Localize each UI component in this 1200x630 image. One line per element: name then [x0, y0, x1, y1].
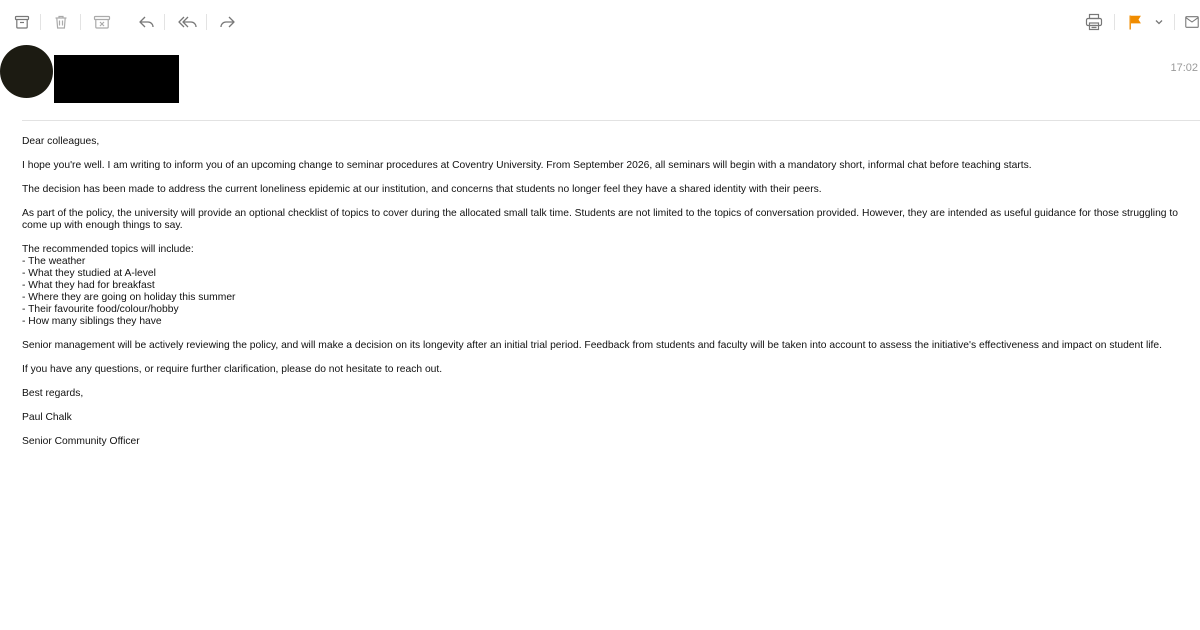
- sender-name: Paul Chalk: [22, 412, 72, 423]
- compose-icon[interactable]: [1184, 12, 1200, 32]
- message-header: [0, 44, 1200, 122]
- list-item: - The weather: [22, 256, 86, 267]
- header-divider: [22, 120, 1200, 121]
- paragraph-questions: If you have any questions, or require further clarification, please do not hesitate to reach out.: [22, 364, 443, 375]
- reply-all-icon[interactable]: [176, 12, 200, 32]
- list-item: - What they had for breakfast: [22, 280, 155, 291]
- toolbar-separator: [40, 14, 41, 30]
- print-icon[interactable]: [1084, 12, 1104, 32]
- avatar: [0, 45, 53, 98]
- topics-list: [22, 244, 1194, 328]
- sender-title: Senior Community Officer: [22, 436, 140, 447]
- list-item: - What they studied at A-level: [22, 268, 156, 279]
- toolbar: [0, 0, 1200, 44]
- message-time: 17:02: [1170, 62, 1198, 74]
- chevron-down-icon[interactable]: [1152, 12, 1166, 32]
- junk-icon[interactable]: [92, 12, 112, 32]
- list-item: - Where they are going on holiday this summer: [22, 292, 236, 303]
- email-body: [22, 136, 1194, 460]
- flag-icon[interactable]: [1125, 12, 1145, 32]
- reply-icon[interactable]: [137, 12, 157, 32]
- paragraph-review: Senior management will be actively reviewing the policy, and will make a decision on its longevity after an initial trial period. Feedback from students and faculty will be taken into account to assess the initiative's effectiveness and impact on student life.: [22, 340, 1162, 351]
- toolbar-separator: [206, 14, 207, 30]
- paragraph-intro: I hope you're well. I am writing to inform you of an upcoming change to seminar procedures at Coventry University. From September 2026, all seminars will begin with a mandatory short, informal chat before teaching starts.: [22, 160, 1032, 171]
- paragraph-checklist: As part of the policy, the university will provide an optional checklist of topics to cover during the allocated small talk time. Students are not limited to the topics of conversation provided. However, they are intended as useful guidance for those struggling to come up with enough things to say.: [22, 208, 1178, 231]
- toolbar-separator: [164, 14, 165, 30]
- paragraph-reason: The decision has been made to address the current loneliness epidemic at our institution, and concerns that students no longer feel they have a shared identity with their peers.: [22, 184, 822, 195]
- redacted-sender-block: [54, 55, 179, 103]
- trash-icon[interactable]: [51, 12, 71, 32]
- greeting: Dear colleagues,: [22, 136, 100, 147]
- list-item: - Their favourite food/colour/hobby: [22, 304, 179, 315]
- archive-icon[interactable]: [12, 12, 32, 32]
- list-item: - How many siblings they have: [22, 316, 162, 327]
- toolbar-separator: [80, 14, 81, 30]
- signoff: Best regards,: [22, 388, 84, 399]
- toolbar-separator: [1114, 14, 1115, 30]
- toolbar-separator: [1174, 14, 1175, 30]
- forward-icon[interactable]: [217, 12, 237, 32]
- topics-intro: The recommended topics will include:: [22, 244, 194, 255]
